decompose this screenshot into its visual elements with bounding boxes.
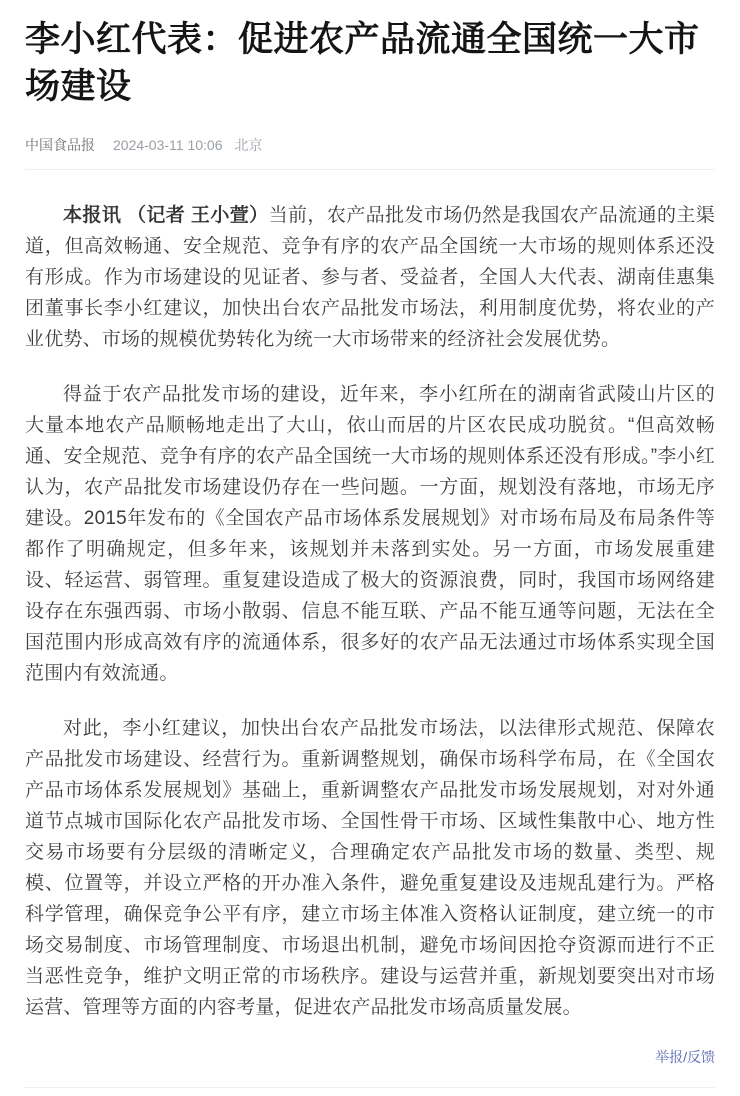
footer-divider xyxy=(25,1087,715,1088)
report-feedback-link[interactable]: 举报/反馈 xyxy=(655,1049,715,1065)
source-name[interactable]: 中国食品报 xyxy=(25,137,95,153)
paragraph-text: 当前，农产品批发市场仍然是我国农产品流通的主渠道，但高效畅通、安全规范、竞争有序的农产品全国统一大市场的规则体系还没有形成。作为市场建设的见证者、参与者、受益者，全国人大代表、湖南佳惠集团董事长李小红建议，加快出台农产品批发市场法，利用制度优势，将农业的产业优势、市场的规模优势转化为统一大市场带来的经济社会发展优势。 xyxy=(25,205,715,350)
article-paragraph xyxy=(25,200,715,355)
byline xyxy=(25,135,715,155)
article-body xyxy=(25,170,715,1023)
paragraph-lead-bold: 本报讯 （记者 王小萱） xyxy=(63,205,269,226)
publish-location: 北京 xyxy=(234,137,263,153)
article-paragraph xyxy=(25,713,715,1023)
page-title: 李小红代表：促进农产品流通全国统一大市场建设 xyxy=(25,20,700,106)
article-paragraph xyxy=(25,379,715,689)
paragraph-text: 得益于农产品批发市场的建设，近年来，李小红所在的湖南省武陵山片区的大量本地农产品顺畅地走出了大山，依山而居的片区农民成功脱贫。“但高效畅通、安全规范、竞争有序的农产品全国统一大市场的规则体系还没有形成。”李小红认为，农产品批发市场建设仍存在一些问题。一方面，规划没有落地，市场无序建设。2015年发布的《全国农产品市场体系发展规划》对市场布局及布局条件等都作了明确规定，但多年来，该规划并未落到实处。另一方面，市场发展重建设、轻运营、弱管理。重复建设造成了极大的资源浪费，同时，我国市场网络建设存在东强西弱、市场小散弱、信息不能互联、产品不能互通等问题，无法在全国范围内形成高效有序的流通体系，很多好的农产品无法通过市场体系实现全国范围内有效流通。 xyxy=(25,384,715,684)
article-footer xyxy=(25,1047,715,1067)
publish-datetime: 2024-03-11 10:06 xyxy=(113,137,223,153)
paragraph-text: 对此，李小红建议，加快出台农产品批发市场法，以法律形式规范、保障农产品批发市场建设、经营行为。重新调整规划，确保市场科学布局，在《全国农产品市场体系发展规划》基础上，重新调整农产品批发市场发展规划，对对外通道节点城市国际化农产品批发市场、全国性骨干市场、区域性集散中心、地方性交易市场要有分层级的清晰定义，合理确定农产品批发市场的数量、类型、规模、位置等，并设立严格的开办准入条件，避免重复建设及违规乱建行为。严格科学管理，确保竞争公平有序，建立市场主体准入资格认证制度，建立统一的市场交易制度、市场管理制度、市场退出机制，避免市场间因抢夺资源而进行不正当恶性竞争，维护文明正常的市场秩序。建设与运营并重，新规划要突出对市场运营、管理等方面的内容考量，促进农产品批发市场高质量发展。 xyxy=(25,718,715,1018)
